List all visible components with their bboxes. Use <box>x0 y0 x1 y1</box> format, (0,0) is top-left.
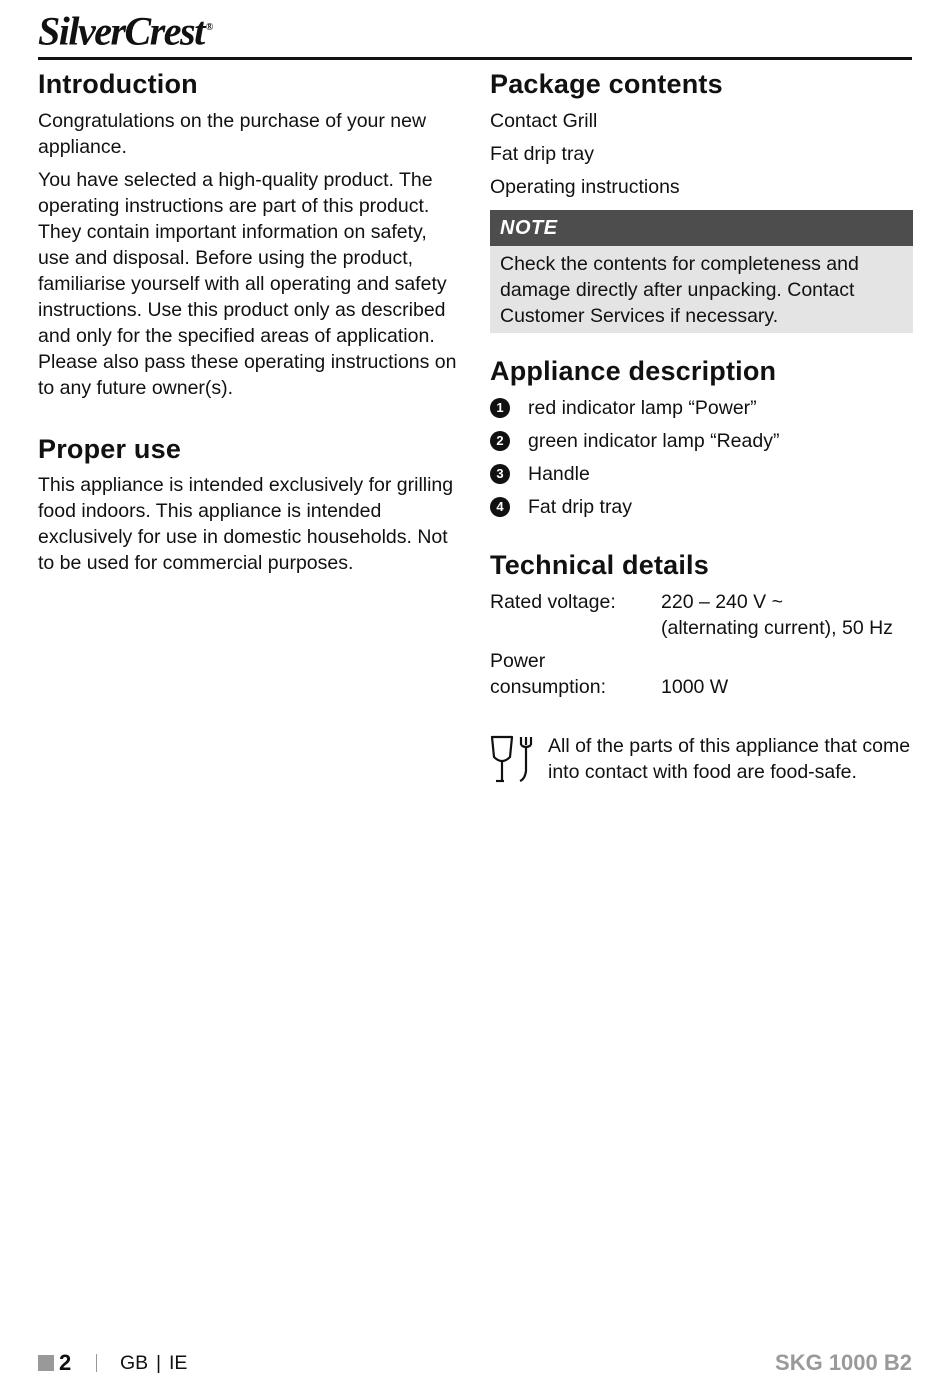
header-rule <box>38 57 912 60</box>
footer-language-separator: | <box>156 1352 162 1374</box>
note-box <box>490 210 913 333</box>
tech-label-line: consumption: <box>490 676 606 698</box>
appliance-description-heading: Appliance description <box>490 356 777 386</box>
part-label: Fat drip tray <box>528 496 633 518</box>
technical-details-heading: Technical details <box>490 550 709 580</box>
appliance-part-item <box>490 461 913 487</box>
right-column <box>490 66 913 788</box>
part-number-badge: 3 <box>490 464 510 484</box>
note-title: NOTE <box>490 210 913 246</box>
part-number-badge: 1 <box>490 398 510 418</box>
package-contents-heading: Package contents <box>490 69 723 99</box>
package-item: Fat drip tray <box>490 143 595 165</box>
food-safe-notice <box>490 733 913 788</box>
food-safe-text: All of the parts of this appliance that come into contact with food are food-safe. <box>548 735 911 783</box>
footer-divider <box>96 1354 97 1372</box>
glass-fork-icon <box>490 733 536 788</box>
model-number: SKG 1000 B2 <box>775 1350 912 1375</box>
footer-square-icon <box>38 1355 54 1371</box>
proper-use-paragraph: This appliance is intended exclusively for grilling food indoors. This appliance is intended exclusively for use in domestic households. Not to be used for commercial purposes. <box>38 474 454 574</box>
part-label: red indicator lamp “Power” <box>528 397 757 419</box>
part-label: green indicator lamp “Ready” <box>528 430 780 452</box>
tech-value-line: 1000 W <box>661 676 729 698</box>
part-label: Handle <box>528 463 590 485</box>
tech-label <box>490 648 661 700</box>
introduction-paragraph-2: You have selected a high-quality product. The operating instructions are part of this product. They contain important information on safety, use and disposal. Before using the product, familiarise yourself with all operating and safety instructions. Use this product only as described and only for the specified areas of application. Please also pass these operating instructions on to any future owner(s). <box>38 169 457 399</box>
note-text: Check the contents for completeness and damage directly after unpacking. Contact Customer Services if necessary. <box>500 253 859 327</box>
tech-value-line: (alternating current), 50 Hz <box>661 617 893 639</box>
footer-language: GB <box>120 1352 149 1374</box>
tech-row-voltage <box>490 589 913 641</box>
page-number: 2 <box>59 1350 72 1375</box>
tech-value <box>661 589 913 641</box>
part-number-badge: 2 <box>490 431 510 451</box>
tech-row-power <box>490 648 913 700</box>
brand-logo-text: SilverCrest <box>38 8 204 54</box>
tech-value <box>661 648 913 700</box>
appliance-part-item <box>490 494 913 520</box>
tech-value-line: 220 – 240 V ~ <box>661 591 783 613</box>
appliance-part-item <box>490 395 913 421</box>
tech-label-line: Power <box>490 650 546 672</box>
package-item: Contact Grill <box>490 110 598 132</box>
tech-label: Rated voltage: <box>490 591 616 613</box>
introduction-paragraph-1: Congratulations on the purchase of your new appliance. <box>38 110 427 158</box>
appliance-part-item <box>490 428 913 454</box>
package-item: Operating instructions <box>490 176 680 198</box>
left-column <box>38 66 462 576</box>
part-number-badge: 4 <box>490 497 510 517</box>
brand-logo <box>38 6 212 53</box>
footer-language: IE <box>169 1352 188 1374</box>
proper-use-heading: Proper use <box>38 434 182 464</box>
registered-mark: ® <box>205 22 212 33</box>
introduction-heading: Introduction <box>38 69 198 99</box>
